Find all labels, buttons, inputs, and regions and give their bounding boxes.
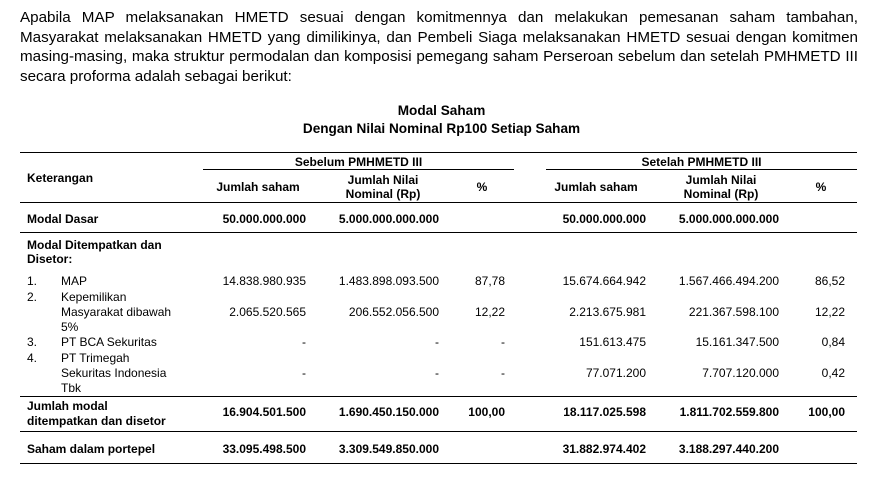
header-after-nominal-2: Nominal (Rp) xyxy=(683,187,759,201)
before-group-rule xyxy=(203,169,514,170)
table-subtitle: Dengan Nilai Nominal Rp100 Setiap Saham xyxy=(302,121,581,136)
row-after-percent: 0,42 xyxy=(821,366,845,380)
row-before-shares: 14.838.980.935 xyxy=(222,274,306,288)
header-after-percent: % xyxy=(815,180,827,194)
header-before-nominal-1: Jumlah Nilai xyxy=(347,173,419,187)
row-after-shares: 2.213.675.981 xyxy=(569,305,646,319)
row-after-percent: 0,84 xyxy=(821,335,845,349)
portepel-after-shares: 31.882.974.402 xyxy=(562,442,646,456)
portepel-before-nominal: 3.309.549.850.000 xyxy=(338,442,439,456)
row-before-nominal: - xyxy=(435,366,439,380)
after-group-rule xyxy=(546,169,857,170)
row-before-percent: - xyxy=(501,366,505,380)
rows-bottom-rule xyxy=(20,396,857,397)
table-top-rule xyxy=(20,152,857,153)
header-keterangan: Keterangan xyxy=(27,171,94,185)
total-before-nominal: 1.690.450.150.000 xyxy=(338,405,439,419)
header-before-nominal-2: Nominal (Rp) xyxy=(345,187,421,201)
intro-paragraph: Apabila MAP melaksanakan HMETD sesuai dengan komitmennya dan melakukan pemesanan saham tambahan, Masyarakat melaksanakan HMETD yang dimilikinya, dan Pembeli Siaga melaksanakan HMETD sesuai dengan komitmen masing-masing, maka struktur permodalan dan komposisi pemegang saham Perseroan sebelum dan setelah PMHMETD III secara proforma adalah sebagai berikut: xyxy=(20,9,858,85)
header-after-shares: Jumlah saham xyxy=(554,180,638,194)
row-after-nominal: 221.367.598.100 xyxy=(688,305,779,319)
row-before-shares: - xyxy=(302,335,306,349)
modal-dasar-after-nominal: 5.000.000.000.000 xyxy=(678,212,779,226)
portepel-after-nominal: 3.188.297.440.200 xyxy=(678,442,779,456)
total-after-percent: 100,00 xyxy=(808,405,845,419)
row-name: Tbk xyxy=(61,381,82,395)
row-after-shares: 151.613.475 xyxy=(579,335,646,349)
portepel-before-shares: 33.095.498.500 xyxy=(222,442,306,456)
total-after-shares: 18.117.025.598 xyxy=(563,405,646,419)
row-name: 5% xyxy=(61,320,79,334)
modal-dasar-label: Modal Dasar xyxy=(27,212,99,226)
row-name: Masyarakat dibawah xyxy=(61,305,172,319)
modal-dasar-after-shares: 50.000.000.000 xyxy=(562,212,646,226)
row-before-shares: 2.065.520.565 xyxy=(229,305,306,319)
row-name: PT BCA Sekuritas xyxy=(61,335,157,349)
row-number: 1. xyxy=(27,274,38,288)
table-title: Modal Saham xyxy=(397,103,486,118)
row-before-nominal: 206.552.056.500 xyxy=(348,305,439,319)
header-after-nominal-1: Jumlah Nilai xyxy=(685,173,757,187)
row-after-nominal: 15.161.347.500 xyxy=(695,335,779,349)
modal-dasar-before-nominal: 5.000.000.000.000 xyxy=(338,212,439,226)
row-after-shares: 15.674.664.942 xyxy=(562,274,646,288)
section-label: Modal Ditempatkan dan xyxy=(27,238,162,252)
portepel-label: Saham dalam portepel xyxy=(27,442,156,456)
row-after-percent: 86,52 xyxy=(814,274,845,288)
row-number: 3. xyxy=(27,335,38,349)
table-bottom-rule xyxy=(20,463,857,464)
row-name: Kepemilikan xyxy=(61,290,127,304)
row-number: 4. xyxy=(27,351,38,365)
row-number: 2. xyxy=(27,290,38,304)
row-after-nominal: 7.707.120.000 xyxy=(702,366,779,380)
row-before-nominal: - xyxy=(435,335,439,349)
total-label-2: ditempatkan dan disetor xyxy=(27,414,166,428)
total-after-nominal: 1.811.702.559.800 xyxy=(679,405,779,419)
total-before-percent: 100,00 xyxy=(468,405,505,419)
header-after-group: Setelah PMHMETD III xyxy=(641,155,762,169)
row-after-shares: 77.071.200 xyxy=(585,366,646,380)
row-name: PT Trimegah xyxy=(61,351,130,365)
header-bottom-rule xyxy=(20,202,857,203)
total-label: Jumlah modal xyxy=(27,399,108,413)
header-before-group: Sebelum PMHMETD III xyxy=(294,155,423,169)
total-bottom-rule xyxy=(20,431,857,432)
modal-dasar-rule xyxy=(20,232,857,233)
modal-dasar-before-shares: 50.000.000.000 xyxy=(222,212,306,226)
section-label-2: Disetor: xyxy=(27,252,73,266)
row-after-nominal: 1.567.466.494.200 xyxy=(678,274,779,288)
row-before-percent: 87,78 xyxy=(474,274,505,288)
row-after-percent: 12,22 xyxy=(814,305,845,319)
row-name: MAP xyxy=(61,274,88,288)
row-before-shares: - xyxy=(302,366,306,380)
row-before-percent: 12,22 xyxy=(474,305,505,319)
row-before-percent: - xyxy=(501,335,505,349)
row-before-nominal: 1.483.898.093.500 xyxy=(338,274,439,288)
header-before-shares: Jumlah saham xyxy=(216,180,300,194)
total-before-shares: 16.904.501.500 xyxy=(222,405,306,419)
row-name: Sekuritas Indonesia xyxy=(61,366,167,380)
header-before-percent: % xyxy=(476,180,488,194)
